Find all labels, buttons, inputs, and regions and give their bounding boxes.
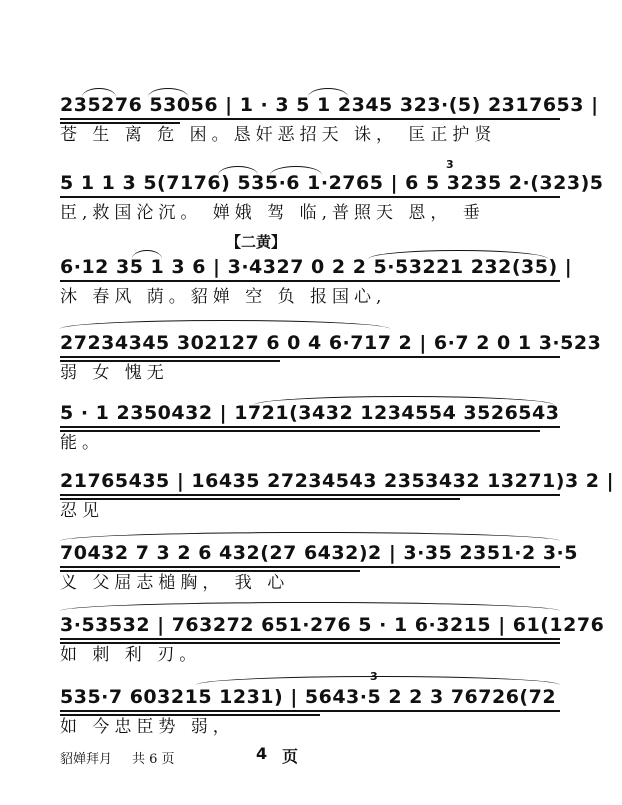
page-number: 4 [256,744,268,763]
notation-line: 235276 53056 | 1 · 3 5 1 2345 323·(5) 2317653 | [60,94,599,116]
slur [218,166,258,175]
slur [132,250,162,259]
lyrics-line: 义 父屈志槌胸， 我 心 [60,573,290,593]
underline [60,356,560,358]
underline [60,118,560,120]
underline [60,494,560,496]
grace-note: 3 [370,670,378,683]
lyrics-line: 弱 女 愧无 [60,363,169,383]
slur [254,396,554,405]
notation-line: 3·53532 | 763272 651·276 5 · 1 6·3215 | 61(1276 [60,614,605,636]
notation-line: 27234345 302127 6 0 4 6·717 2 | 6·7 2 0 1 3·523 [60,332,602,354]
slur [60,602,560,611]
lyrics-line: 如 刺 利 刃。 [60,645,202,665]
slur [308,88,348,97]
notation-line: 21765435 | 16435 27234543 2353432 13271)3 2 | [60,470,615,492]
notation-line: 535·7 603215 1231) | 5643·5 2 2 3 76726(72 [60,686,557,708]
lyrics-line: 沐 春风 荫。貂婵 空 负 报国心, [60,287,387,307]
slur [60,320,390,329]
notation-line: 5 · 1 2350432 | 1721(3432 1234554 3526543 [60,402,560,424]
slur [148,88,188,97]
underline [60,498,460,500]
lyrics-line: 能。 [60,433,104,453]
slur [270,166,322,175]
underline [60,710,560,712]
notation-line: 6·12 35 1 3 6 | 3·4327 0 2 2 5·53221 232(35) | [60,256,573,278]
underline [60,566,560,568]
slur [82,88,116,97]
underline [60,430,540,432]
slur [368,250,548,259]
lyrics-line: 如 今忠臣势 弱， [60,717,235,737]
footer-total: 共 6 页 [132,752,175,767]
page-word: 页 [282,747,299,766]
lyrics-line: 臣,救国沦沉。 婵娥 驾 临,普照天 恩， 垂 [60,203,485,223]
grace-note: 3 [446,158,454,171]
lyrics-line: 苍 生 离 危 困。恳奸恶招天 诛， 匡正护贤 [60,125,497,145]
notation-line: 70432 7 3 2 6 432(27 6432)2 | 3·35 2351·2 3·5 [60,542,578,564]
notation-line: 5 1 1 3 5(7176) 535·6 1·2765 | 6 5 3235 2·(323)5 [60,172,604,194]
underline [60,638,560,640]
underline [60,280,560,282]
footer-title: 貂婵拜月 [60,752,113,767]
lyrics-line: 忍见 [60,501,104,521]
underline [60,196,560,198]
section-tag: 【二黄】 [226,233,287,251]
underline [60,426,560,428]
